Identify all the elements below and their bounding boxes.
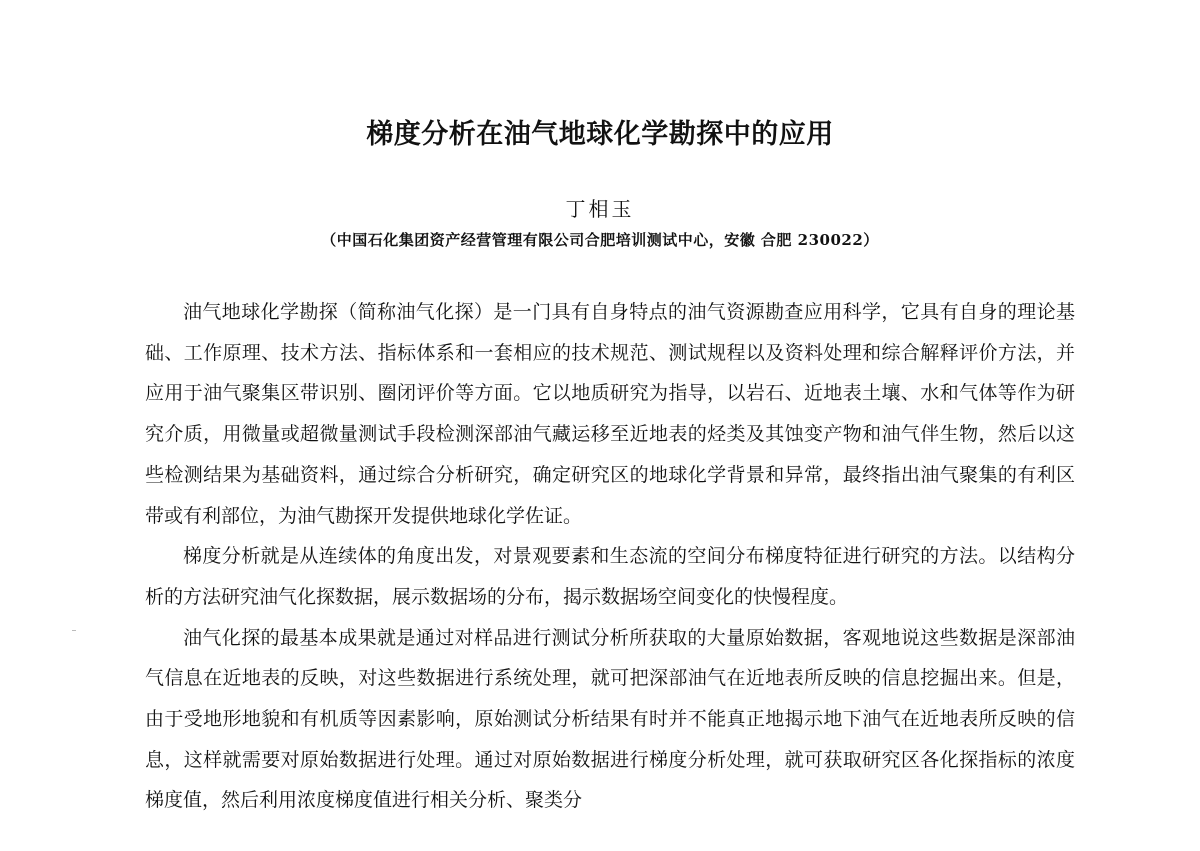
body-text bbox=[145, 292, 1075, 821]
author-affiliation: （中国石化集团资产经营管理有限公司合肥培训测试中心，安徽 合肥 230022） bbox=[321, 231, 879, 249]
paragraph-3: 油气化探的最基本成果就是通过对样品进行测试分析所获取的大量原始数据，客观地说这些数据是深部油气信息在近地表的反映，对这些数据进行系统处理，就可把深部油气在近地表所反映的信息挖掘出来。但是，由于受地形地貌和有机质等因素影响，原始测试分析结果有时并不能真正地揭示地下油气在近地表所反映的信息，这样就需要对原始数据进行处理。通过对原始数据进行梯度分析处理，就可获取研究区各化探指标的浓度梯度值，然后利用浓度梯度值进行相关分析、聚类分 bbox=[145, 626, 1075, 812]
paragraph-1: 油气地球化学勘探（简称油气化探）是一门具有自身特点的油气资源勘查应用科学，它具有自身的理论基础、工作原理、技术方法、指标体系和一套相应的技术规范、测试规程以及资料处理和综合解释评价方法，并应用于油气聚集区带识别、圈闭评价等方面。它以地质研究为指导，以岩石、近地表土壤、水和气体等作为研究介质，用微量或超微量测试手段检测深部油气藏运移至近地表的烃类及其蚀变产物和油气伴生物，然后以这些检测结果为基础资料，通过综合分析研究，确定研究区的地球化学背景和异常，最终指出油气聚集的有利区带或有利部位，为油气勘探开发提供地球化学佐证。 bbox=[145, 301, 1075, 527]
paper-title: 梯度分析在油气地球化学勘探中的应用 bbox=[366, 119, 834, 150]
paragraph-2: 梯度分析就是从连续体的角度出发，对景观要素和生态流的空间分布梯度特征进行研究的方法。以结构分析的方法研究油气化探数据，展示数据场的分布，揭示数据场空间变化的快慢程度。 bbox=[145, 545, 1075, 608]
author-name: 丁相玉 bbox=[565, 197, 635, 221]
scan-margin-mark bbox=[72, 630, 76, 631]
